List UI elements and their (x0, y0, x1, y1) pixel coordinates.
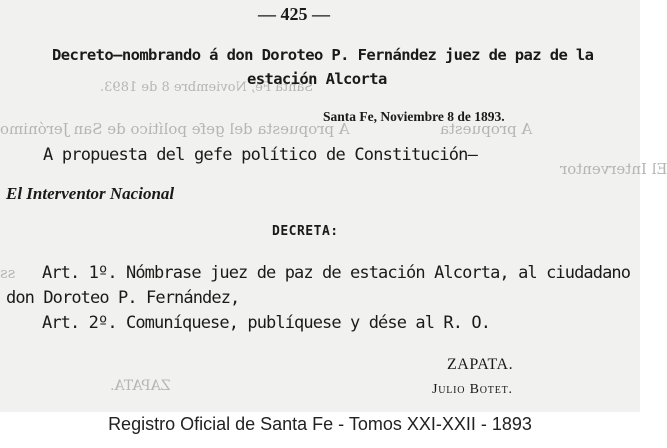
decree-title-line2: estación Alcorta (247, 70, 387, 88)
signature-botet: Julio Botet. (432, 382, 513, 397)
page-number: — 425 — (258, 4, 330, 24)
bleed-through-decoration: ss (0, 264, 16, 282)
signature-zapata: ZAPATA. (447, 356, 514, 373)
bleed-through-decoration: ZAPATA. (110, 378, 171, 394)
bleed-through-decoration: El Interventor (560, 160, 667, 178)
decree-word: DECRETA: (272, 224, 339, 239)
bleed-through-decoration: A propuesta del gefe político de San Jerónimo (0, 120, 350, 138)
bleed-through-decoration: Santa Fe, Noviembre 8 de 1893. (100, 80, 314, 95)
decree-title-line1: Decreto—nombrando á don Doroteo P. Fernández juez de paz de la (52, 46, 594, 64)
image-caption: Registro Oficial de Santa Fe - Tomos XXI-XXII - 1893 (108, 414, 532, 434)
article-2: Art. 2º. Comuníquese, publíquese y dése al R. O. (42, 313, 491, 333)
dateline: Santa Fe, Noviembre 8 de 1893. (323, 109, 505, 124)
authority-heading: El Interventor Nacional (6, 184, 175, 203)
article-1-line1: Art. 1º. Nómbrase juez de paz de estación Alcorta, al ciudadano (42, 263, 631, 283)
bleed-through-decoration: A propuesta (440, 120, 533, 138)
proposal-text: A propuesta del gefe político de Constitución— (43, 145, 478, 165)
article-1-line2: don Doroteo P. Fernández, (6, 288, 240, 308)
